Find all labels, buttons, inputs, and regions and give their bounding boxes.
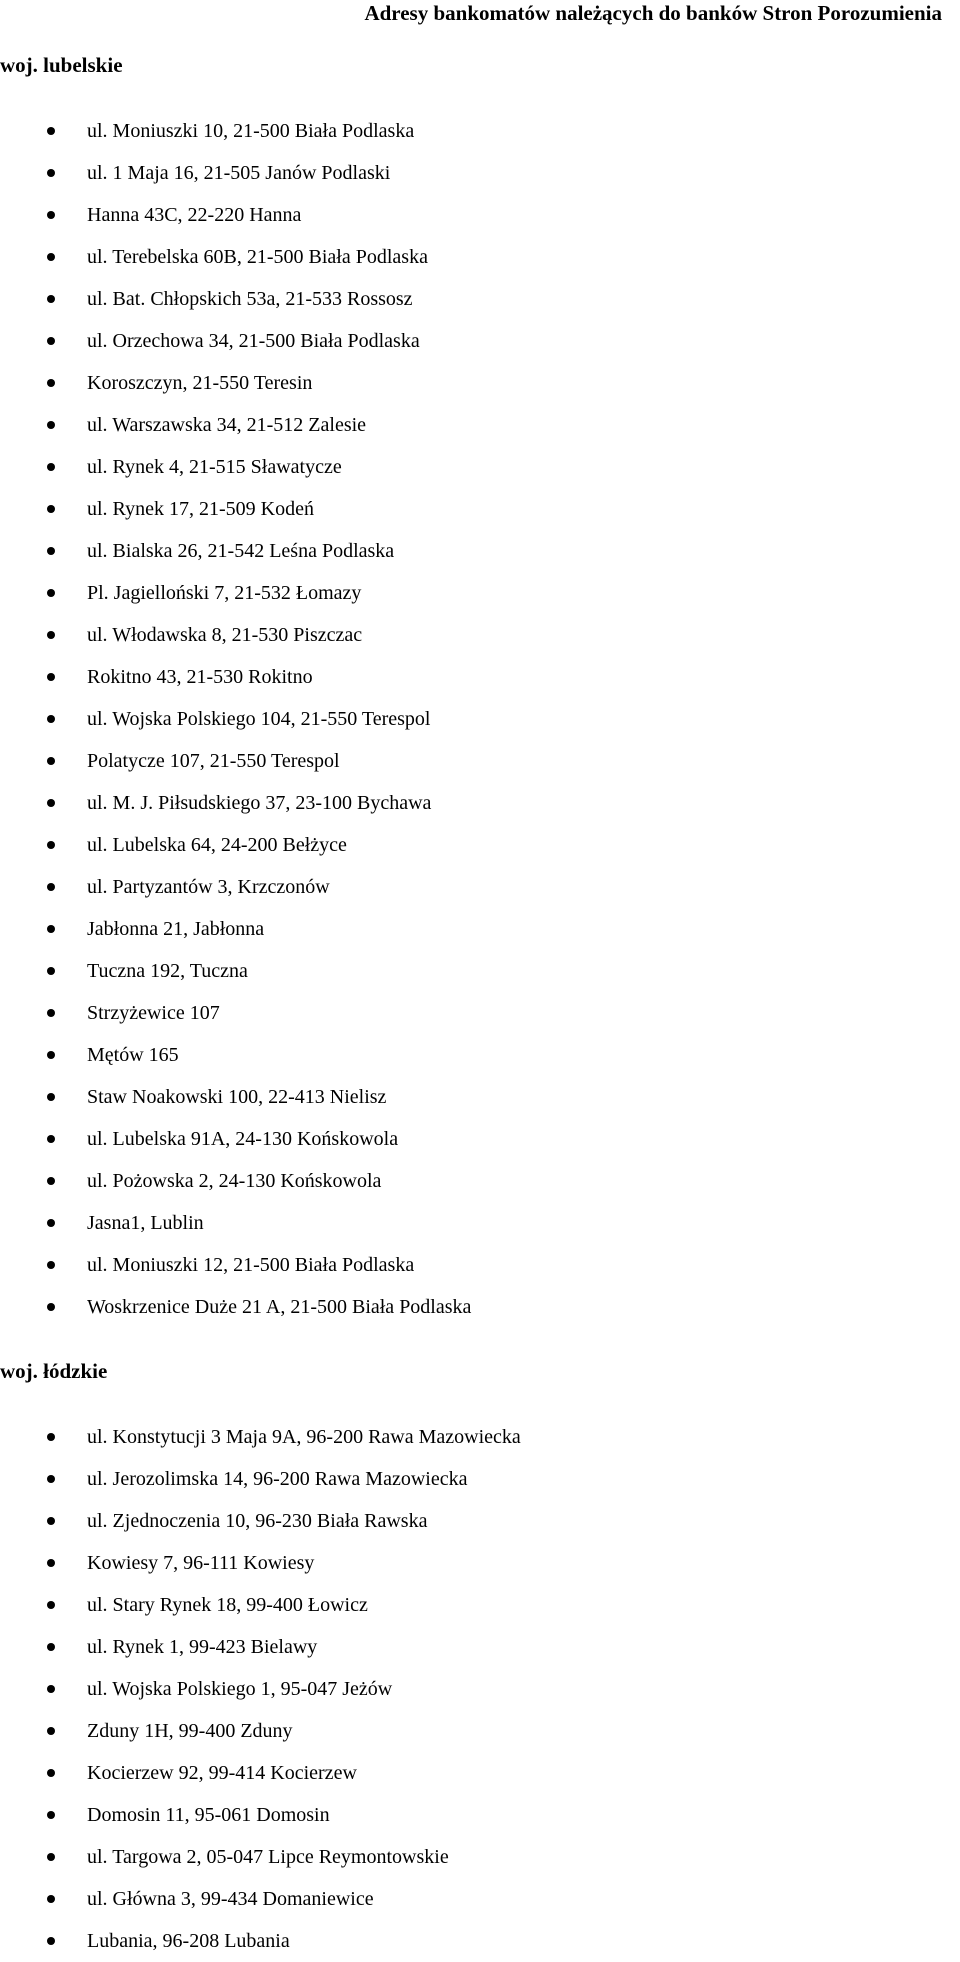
bullet-icon <box>47 1769 55 1777</box>
address-text: Zduny 1H, 99-400 Zduny <box>87 1720 293 1742</box>
bullet-icon <box>47 1261 55 1269</box>
list-item <box>0 152 960 194</box>
list-item <box>0 1202 960 1244</box>
bullet-icon <box>47 883 55 891</box>
section-heading: woj. lubelskie <box>0 53 123 77</box>
address-text: ul. Lubelska 64, 24-200 Bełżyce <box>87 834 347 856</box>
address-text: ul. Główna 3, 99-434 Domaniewice <box>87 1888 374 1910</box>
list-item <box>0 488 960 530</box>
address-text: Mętów 165 <box>87 1044 179 1066</box>
list-item <box>0 1542 960 1584</box>
bullet-icon <box>47 1517 55 1525</box>
address-text: ul. Rynek 4, 21-515 Sławatycze <box>87 456 342 478</box>
bullet-icon <box>47 1135 55 1143</box>
address-text: Tuczna 192, Tuczna <box>87 960 248 982</box>
bullet-icon <box>47 1177 55 1185</box>
list-item <box>0 1752 960 1794</box>
address-text: Pl. Jagielloński 7, 21-532 Łomazy <box>87 582 362 604</box>
bullet-icon <box>47 1559 55 1567</box>
list-item <box>0 1920 960 1962</box>
list-item <box>0 824 960 866</box>
list-item <box>0 1458 960 1500</box>
bullet-icon <box>47 1475 55 1483</box>
list-item <box>0 572 960 614</box>
bullet-icon <box>47 589 55 597</box>
address-text: Koroszczyn, 21-550 Teresin <box>87 372 313 394</box>
address-text: Jasna1, Lublin <box>87 1212 204 1234</box>
address-text: ul. Jerozolimska 14, 96-200 Rawa Mazowiecka <box>87 1468 468 1490</box>
list-item <box>0 1076 960 1118</box>
address-text: ul. Lubelska 91A, 24-130 Końskowola <box>87 1128 399 1150</box>
bullet-icon <box>47 421 55 429</box>
bullet-icon <box>47 1219 55 1227</box>
address-text: Rokitno 43, 21-530 Rokitno <box>87 666 313 688</box>
address-text: ul. Terebelska 60B, 21-500 Biała Podlaska <box>87 246 428 268</box>
address-text: ul. Bialska 26, 21-542 Leśna Podlaska <box>87 540 395 562</box>
list-item <box>0 320 960 362</box>
list-item <box>0 992 960 1034</box>
address-text: ul. Rynek 17, 21-509 Kodeń <box>87 498 314 520</box>
list-item <box>0 1584 960 1626</box>
bullet-icon <box>47 505 55 513</box>
bullet-icon <box>47 1853 55 1861</box>
bullet-icon <box>47 757 55 765</box>
list-item <box>0 1836 960 1878</box>
bullet-icon <box>47 379 55 387</box>
list-item <box>0 950 960 992</box>
address-text: ul. Orzechowa 34, 21-500 Biała Podlaska <box>87 330 420 352</box>
bullet-icon <box>47 547 55 555</box>
bullet-icon <box>47 253 55 261</box>
address-text: ul. Moniuszki 12, 21-500 Biała Podlaska <box>87 1254 415 1276</box>
address-list <box>0 110 960 1328</box>
address-text: ul. Stary Rynek 18, 99-400 Łowicz <box>87 1594 368 1616</box>
bullet-icon <box>47 211 55 219</box>
list-item <box>0 740 960 782</box>
address-text: ul. Wojska Polskiego 104, 21-550 Terespol <box>87 708 431 730</box>
list-item <box>0 236 960 278</box>
address-text: Jabłonna 21, Jabłonna <box>87 918 265 940</box>
address-text: ul. Targowa 2, 05-047 Lipce Reymontowskie <box>87 1846 449 1868</box>
list-item <box>0 1118 960 1160</box>
list-item <box>0 1286 960 1328</box>
address-text: ul. Zjednoczenia 10, 96-230 Biała Rawska <box>87 1510 428 1532</box>
section-heading: woj. łódzkie <box>0 1359 108 1383</box>
address-list <box>0 1416 960 1962</box>
address-text: ul. Konstytucji 3 Maja 9A, 96-200 Rawa Mazowiecka <box>87 1426 521 1448</box>
bullet-icon <box>47 463 55 471</box>
list-item <box>0 110 960 152</box>
list-item <box>0 194 960 236</box>
address-text: ul. M. J. Piłsudskiego 37, 23-100 Bychawa <box>87 792 432 814</box>
address-text: ul. Bat. Chłopskich 53a, 21-533 Rossosz <box>87 288 413 310</box>
bullet-icon <box>47 337 55 345</box>
list-item <box>0 614 960 656</box>
list-item <box>0 1160 960 1202</box>
bullet-icon <box>47 799 55 807</box>
bullet-icon <box>47 1895 55 1903</box>
address-text: Woskrzenice Duże 21 A, 21-500 Biała Podlaska <box>87 1296 472 1318</box>
address-text: Kocierzew 92, 99-414 Kocierzew <box>87 1762 357 1784</box>
list-item <box>0 1626 960 1668</box>
address-text: Hanna 43C, 22-220 Hanna <box>87 204 302 226</box>
address-text: ul. Pożowska 2, 24-130 Końskowola <box>87 1170 382 1192</box>
bullet-icon <box>47 1811 55 1819</box>
bullet-icon <box>47 169 55 177</box>
list-item <box>0 698 960 740</box>
address-text: Domosin 11, 95-061 Domosin <box>87 1804 330 1826</box>
list-item <box>0 1668 960 1710</box>
bullet-icon <box>47 1727 55 1735</box>
list-item <box>0 1034 960 1076</box>
list-item <box>0 1416 960 1458</box>
bullet-icon <box>47 841 55 849</box>
list-item <box>0 1878 960 1920</box>
address-text: ul. Moniuszki 10, 21-500 Biała Podlaska <box>87 120 415 142</box>
bullet-icon <box>47 1009 55 1017</box>
address-text: Strzyżewice 107 <box>87 1002 220 1024</box>
address-text: Polatycze 107, 21-550 Terespol <box>87 750 340 772</box>
list-item <box>0 278 960 320</box>
list-item <box>0 656 960 698</box>
bullet-icon <box>47 1643 55 1651</box>
list-item <box>0 866 960 908</box>
list-item <box>0 1244 960 1286</box>
bullet-icon <box>47 1601 55 1609</box>
page-title: Adresy bankomatów należących do banków Stron Porozumienia <box>364 1 942 25</box>
section-lodzkie <box>0 1358 960 1962</box>
list-item <box>0 1500 960 1542</box>
list-item <box>0 362 960 404</box>
address-text: Kowiesy 7, 96-111 Kowiesy <box>87 1552 315 1574</box>
bullet-icon <box>47 1685 55 1693</box>
list-item <box>0 530 960 572</box>
list-item <box>0 404 960 446</box>
list-item <box>0 908 960 950</box>
bullet-icon <box>47 715 55 723</box>
list-item <box>0 1710 960 1752</box>
list-item <box>0 446 960 488</box>
list-item <box>0 782 960 824</box>
bullet-icon <box>47 1093 55 1101</box>
bullet-icon <box>47 1051 55 1059</box>
address-text: Staw Noakowski 100, 22-413 Nielisz <box>87 1086 387 1108</box>
bullet-icon <box>47 925 55 933</box>
bullet-icon <box>47 1937 55 1945</box>
address-text: ul. Wojska Polskiego 1, 95-047 Jeżów <box>87 1678 393 1700</box>
address-text: ul. 1 Maja 16, 21-505 Janów Podlaski <box>87 162 391 184</box>
bullet-icon <box>47 967 55 975</box>
address-text: Lubania, 96-208 Lubania <box>87 1930 290 1952</box>
address-text: ul. Partyzantów 3, Krzczonów <box>87 876 330 898</box>
bullet-icon <box>47 1303 55 1311</box>
bullet-icon <box>47 631 55 639</box>
address-text: ul. Warszawska 34, 21-512 Zalesie <box>87 414 367 436</box>
section-lubelskie <box>0 52 960 1328</box>
address-text: ul. Rynek 1, 99-423 Bielawy <box>87 1636 318 1658</box>
list-item <box>0 1794 960 1836</box>
bullet-icon <box>47 673 55 681</box>
address-text: ul. Włodawska 8, 21-530 Piszczac <box>87 624 363 646</box>
bullet-icon <box>47 1433 55 1441</box>
bullet-icon <box>47 295 55 303</box>
bullet-icon <box>47 127 55 135</box>
